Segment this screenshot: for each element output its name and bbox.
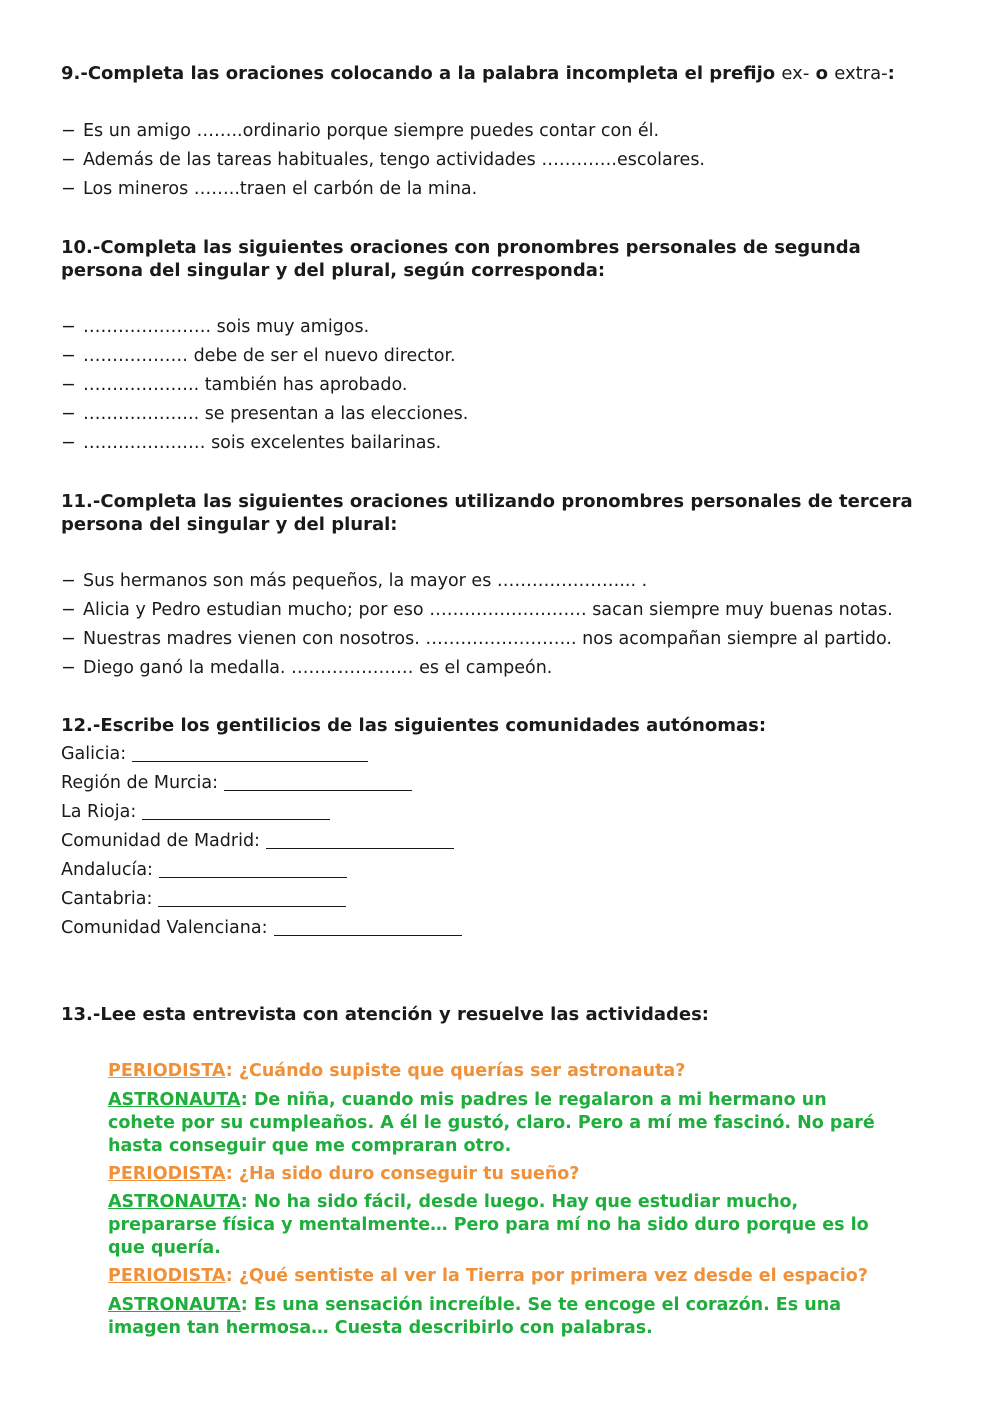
q12-title-text: 12.-Escribe los gentilicios de las siguientes comunidades autónomas:	[61, 715, 767, 736]
dialog-text: imagen tan hermosa… Cuesta describirlo con palabras.	[108, 1318, 653, 1338]
interview-question-1	[108, 1060, 928, 1083]
field-label: La Rioja:	[61, 802, 137, 822]
field-label: Región de Murcia:	[61, 773, 219, 793]
bullet-dash: −	[61, 179, 76, 199]
sentence-part: ordinario porque siempre puedes contar con él.	[242, 121, 660, 141]
field-label: Galicia:	[61, 744, 127, 764]
speaker-astronauta: ASTRONAUTA	[108, 1295, 241, 1315]
sentence-text: ………………… sois excelentes bailarinas.	[83, 433, 442, 453]
dialog-text: hasta conseguir que me compraran otro.	[108, 1136, 512, 1156]
q11-sentence-2	[61, 599, 961, 622]
q11-title-line-1: 11.-Completa las siguientes oraciones utilizando pronombres personales de tercera	[61, 491, 913, 512]
dialog-text: : Es una sensación increíble. Se te encoge el corazón. Es una	[240, 1295, 841, 1315]
dialog-text: : No ha sido fácil, desde luego. Hay que estudiar mucho,	[240, 1192, 799, 1212]
bullet-dash: −	[61, 121, 76, 141]
dialog-text: : ¿Qué sentiste al ver la Tierra por primera vez desde el espacio?	[225, 1266, 868, 1286]
interview-answer-2	[108, 1191, 928, 1260]
sentence-part: Es un amigo ……..	[83, 121, 243, 141]
sentence-text: Sus hermanos son más pequeños, la mayor es …………………... .	[83, 571, 648, 591]
speaker-periodista: PERIODISTA	[108, 1061, 226, 1081]
answer-blank[interactable]	[158, 889, 346, 907]
sentence-text: …………………. sois muy amigos.	[83, 317, 370, 337]
q12-field-galicia	[61, 743, 368, 766]
q9-or-word: o	[815, 63, 828, 84]
interview-answer-1	[108, 1089, 928, 1158]
answer-blank[interactable]	[224, 773, 412, 791]
dialog-text: cohete por su cumpleaños. A él le gustó, claro. Pero a mí me fascinó. No paré	[108, 1113, 875, 1133]
sentence-part: traen el carbón de la mina.	[239, 179, 478, 199]
q10-title-line-1: 10.-Completa las siguientes oraciones con pronombres personales de segunda	[61, 237, 861, 258]
dialog-text: : De niña, cuando mis padres le regalaron a mi hermano un	[240, 1090, 827, 1110]
q10-title	[61, 236, 941, 282]
q12-title	[61, 714, 941, 737]
sentence-text: Diego ganó la medalla. ………………… es el campeón.	[83, 658, 553, 678]
dialog-text: : ¿Cuándo supiste que querías ser astronauta?	[225, 1061, 686, 1081]
interview-question-2	[108, 1163, 928, 1186]
q10-sentence-1	[61, 316, 961, 339]
dialog-text: que quería.	[108, 1238, 221, 1258]
q10-title-line-2: persona del singular y del plural, según corresponda:	[61, 260, 606, 281]
speaker-astronauta: ASTRONAUTA	[108, 1090, 241, 1110]
q9-title-text: 9.-Completa las oraciones colocando a la palabra incompleta el prefijo	[61, 63, 776, 84]
bullet-dash: −	[61, 571, 76, 591]
answer-blank[interactable]	[266, 831, 454, 849]
answer-blank[interactable]	[159, 860, 347, 878]
q9-sentence-1	[61, 120, 961, 143]
dialog-text: : ¿Ha sido duro conseguir tu sueño?	[225, 1164, 580, 1184]
q11-sentence-4	[61, 657, 961, 680]
field-label: Comunidad Valenciana:	[61, 918, 268, 938]
speaker-periodista: PERIODISTA	[108, 1266, 226, 1286]
field-label: Cantabria:	[61, 889, 153, 909]
sentence-text: ……………….. también has aprobado.	[83, 375, 408, 395]
bullet-dash: −	[61, 629, 76, 649]
field-label: Comunidad de Madrid:	[61, 831, 260, 851]
q13-title-text: 13.-Lee esta entrevista con atención y resuelve las actividades:	[61, 1004, 709, 1025]
bullet-dash: −	[61, 600, 76, 620]
answer-blank[interactable]	[132, 744, 368, 762]
q11-sentence-1	[61, 570, 961, 593]
bullet-dash: −	[61, 375, 76, 395]
answer-blank[interactable]	[142, 802, 330, 820]
sentence-text: ……………….. se presentan a las elecciones.	[83, 404, 469, 424]
q9-sentence-2	[61, 149, 961, 172]
q12-field-valenciana	[61, 917, 462, 940]
q10-sentence-2	[61, 345, 961, 368]
q12-field-madrid	[61, 830, 454, 853]
sentence-part: Los mineros ……..	[83, 179, 240, 199]
q11-sentence-3	[61, 628, 961, 651]
q9-option-extra: extra-	[834, 63, 888, 84]
q9-option-ex: ex-	[781, 63, 810, 84]
q9-title	[61, 62, 941, 85]
bullet-dash: −	[61, 433, 76, 453]
q11-title-line-2: persona del singular y del plural:	[61, 514, 398, 535]
bullet-dash: −	[61, 658, 76, 678]
bullet-dash: −	[61, 150, 76, 170]
answer-blank[interactable]	[274, 918, 462, 936]
q12-field-cantabria	[61, 888, 346, 911]
bullet-dash: −	[61, 317, 76, 337]
sentence-text: Nuestras madres vienen con nosotros. …………………….. nos acompañan siempre al partido.	[83, 629, 892, 649]
field-label: Andalucía:	[61, 860, 153, 880]
speaker-periodista: PERIODISTA	[108, 1164, 226, 1184]
q10-sentence-3	[61, 374, 961, 397]
bullet-dash: −	[61, 346, 76, 366]
sentence-part: Además de las tareas habituales, tengo actividades ………….	[83, 150, 617, 170]
q10-sentence-5	[61, 432, 961, 455]
interview-answer-3	[108, 1294, 928, 1340]
dialog-text: prepararse física y mentalmente… Pero para mí no ha sido duro porque es lo	[108, 1215, 869, 1235]
q9-colon: :	[887, 63, 895, 84]
sentence-text: ……………… debe de ser el nuevo director.	[83, 346, 456, 366]
q12-field-andalucia	[61, 859, 347, 882]
q12-field-rioja	[61, 801, 330, 824]
sentence-text: Alicia y Pedro estudian mucho; por eso ……………………… sacan siempre muy buenas notas.	[83, 600, 893, 620]
sentence-part: escolares.	[616, 150, 705, 170]
q11-title	[61, 490, 941, 536]
bullet-dash: −	[61, 404, 76, 424]
q13-title	[61, 1003, 941, 1026]
interview-question-3	[108, 1265, 928, 1288]
q9-sentence-3	[61, 178, 961, 201]
q10-sentence-4	[61, 403, 961, 426]
q12-field-murcia	[61, 772, 412, 795]
speaker-astronauta: ASTRONAUTA	[108, 1192, 241, 1212]
